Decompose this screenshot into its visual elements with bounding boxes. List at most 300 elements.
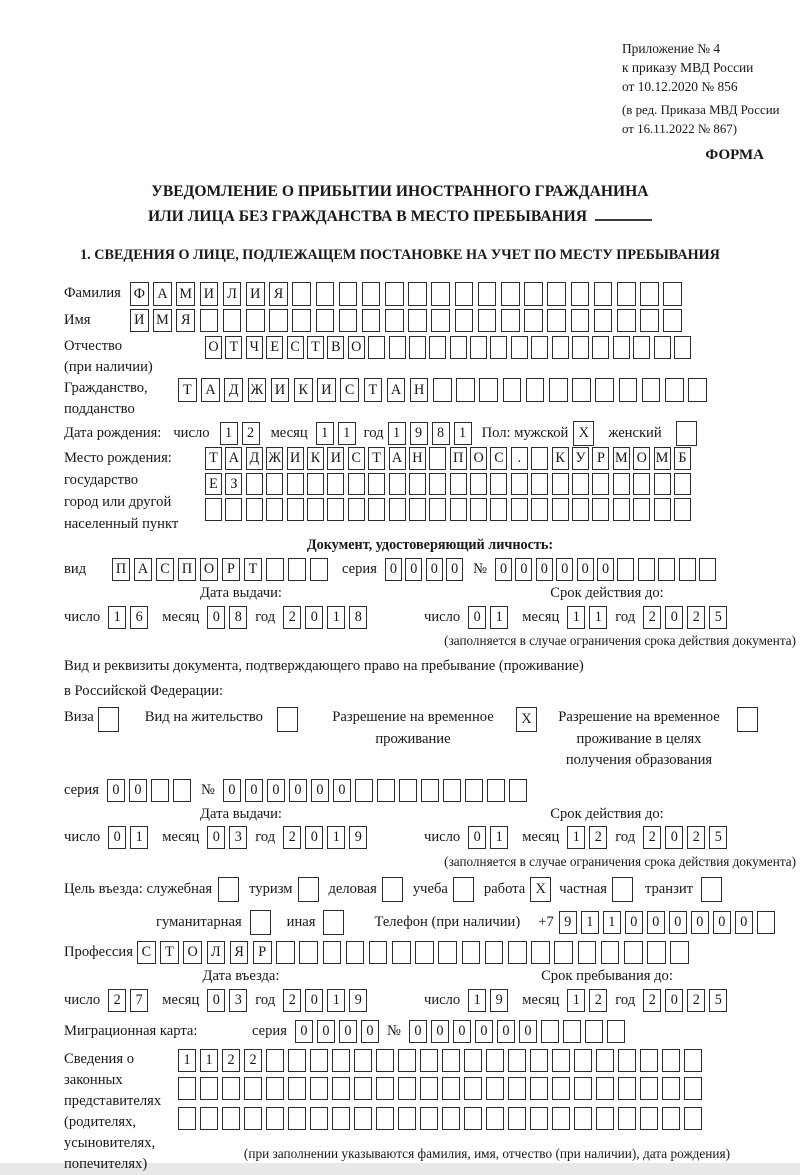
char-cell[interactable] (421, 779, 439, 802)
char-cell[interactable] (578, 941, 597, 965)
char-cell[interactable] (511, 336, 528, 359)
char-cell[interactable] (269, 309, 288, 333)
char-cell[interactable]: 2 (643, 606, 661, 629)
char-cell[interactable] (490, 498, 507, 521)
char-cell[interactable]: И (246, 282, 265, 306)
char-cell[interactable]: 1 (200, 1049, 218, 1072)
char-cell[interactable]: 5 (709, 826, 727, 849)
char-cell[interactable] (348, 498, 365, 521)
char-cell[interactable] (450, 336, 467, 359)
char-cell[interactable] (490, 473, 507, 496)
char-cell[interactable] (613, 473, 630, 496)
char-cell[interactable]: 2 (283, 826, 301, 849)
char-cell[interactable]: 3 (229, 989, 247, 1012)
char-cell[interactable] (530, 1077, 548, 1100)
char-cell[interactable]: Л (223, 282, 242, 306)
char-cell[interactable] (572, 473, 589, 496)
char-cell[interactable]: Т (178, 378, 197, 402)
char-cell[interactable] (346, 941, 365, 965)
char-cell[interactable] (654, 336, 671, 359)
char-cell[interactable] (299, 941, 318, 965)
char-cell[interactable]: С (348, 447, 365, 470)
char-cell[interactable] (658, 558, 675, 581)
char-cell[interactable] (552, 473, 569, 496)
char-cell[interactable]: 1 (603, 911, 621, 934)
char-cell[interactable] (409, 473, 426, 496)
char-cell[interactable]: 1 (178, 1049, 196, 1072)
char-cell[interactable] (310, 1077, 328, 1100)
char-cell[interactable]: Т (225, 336, 242, 359)
char-cell[interactable] (354, 1107, 372, 1130)
char-cell[interactable]: 0 (339, 1020, 357, 1043)
char-cell[interactable]: 0 (207, 606, 225, 629)
char-cell[interactable] (633, 498, 650, 521)
char-cell[interactable] (332, 1049, 350, 1072)
purpose-private-checkbox[interactable] (612, 877, 633, 902)
char-cell[interactable]: Н (410, 378, 429, 402)
char-cell[interactable]: 2 (687, 989, 705, 1012)
char-cell[interactable]: Б (674, 447, 691, 470)
char-cell[interactable] (339, 309, 358, 333)
char-cell[interactable] (511, 498, 528, 521)
char-cell[interactable] (594, 282, 613, 306)
char-cell[interactable]: 0 (311, 779, 329, 802)
char-cell[interactable]: С (137, 941, 156, 965)
char-cell[interactable] (571, 309, 590, 333)
char-cell[interactable]: 2 (643, 826, 661, 849)
char-cell[interactable]: 2 (283, 989, 301, 1012)
char-cell[interactable]: 0 (446, 558, 463, 581)
char-cell[interactable]: Я (230, 941, 249, 965)
char-cell[interactable] (503, 378, 522, 402)
char-cell[interactable] (508, 1049, 526, 1072)
char-cell[interactable] (757, 911, 775, 934)
char-cell[interactable]: 8 (349, 606, 367, 629)
char-cell[interactable]: О (348, 336, 365, 359)
char-cell[interactable]: П (450, 447, 467, 470)
char-cell[interactable] (266, 1077, 284, 1100)
visa-checkbox[interactable] (98, 707, 119, 732)
char-cell[interactable] (385, 309, 404, 333)
char-cell[interactable]: И (287, 447, 304, 470)
char-cell[interactable]: 0 (536, 558, 553, 581)
char-cell[interactable] (327, 498, 344, 521)
char-cell[interactable]: А (153, 282, 172, 306)
char-cell[interactable] (399, 779, 417, 802)
char-cell[interactable]: С (287, 336, 304, 359)
char-cell[interactable]: Р (222, 558, 240, 581)
char-cell[interactable] (266, 498, 283, 521)
char-cell[interactable]: О (470, 447, 487, 470)
char-cell[interactable]: 1 (338, 422, 356, 445)
purpose-study-checkbox[interactable] (453, 877, 474, 902)
char-cell[interactable]: А (387, 378, 406, 402)
char-cell[interactable] (684, 1107, 702, 1130)
char-cell[interactable] (508, 1077, 526, 1100)
char-cell[interactable]: М (613, 447, 630, 470)
char-cell[interactable]: А (225, 447, 242, 470)
purpose-business-checkbox[interactable] (382, 877, 403, 902)
char-cell[interactable] (200, 1077, 218, 1100)
char-cell[interactable]: К (552, 447, 569, 470)
char-cell[interactable] (486, 1077, 504, 1100)
char-cell[interactable] (654, 473, 671, 496)
char-cell[interactable]: 0 (515, 558, 532, 581)
char-cell[interactable]: У (572, 447, 589, 470)
char-cell[interactable] (662, 1107, 680, 1130)
char-cell[interactable]: И (200, 282, 219, 306)
char-cell[interactable] (392, 941, 411, 965)
char-cell[interactable]: 1 (567, 826, 585, 849)
char-cell[interactable] (547, 309, 566, 333)
char-cell[interactable] (398, 1107, 416, 1130)
char-cell[interactable] (592, 336, 609, 359)
char-cell[interactable]: 0 (475, 1020, 493, 1043)
char-cell[interactable] (369, 941, 388, 965)
char-cell[interactable] (368, 473, 385, 496)
char-cell[interactable] (464, 1049, 482, 1072)
char-cell[interactable] (531, 336, 548, 359)
char-cell[interactable] (674, 336, 691, 359)
char-cell[interactable] (574, 1049, 592, 1072)
char-cell[interactable]: Т (307, 336, 324, 359)
sex-male-checkbox[interactable]: X (573, 421, 594, 446)
char-cell[interactable]: 9 (349, 826, 367, 849)
char-cell[interactable] (618, 1049, 636, 1072)
char-cell[interactable] (389, 336, 406, 359)
char-cell[interactable]: П (178, 558, 196, 581)
char-cell[interactable] (151, 779, 169, 802)
char-cell[interactable]: 0 (129, 779, 147, 802)
char-cell[interactable] (389, 473, 406, 496)
char-cell[interactable] (276, 941, 295, 965)
char-cell[interactable] (456, 378, 475, 402)
char-cell[interactable]: 9 (349, 989, 367, 1012)
char-cell[interactable] (368, 336, 385, 359)
char-cell[interactable]: 9 (490, 989, 508, 1012)
char-cell[interactable] (310, 1107, 328, 1130)
char-cell[interactable] (563, 1020, 581, 1043)
char-cell[interactable]: И (271, 378, 290, 402)
char-cell[interactable]: 0 (497, 1020, 515, 1043)
char-cell[interactable]: Т (364, 378, 383, 402)
char-cell[interactable]: И (317, 378, 336, 402)
char-cell[interactable] (613, 498, 630, 521)
char-cell[interactable] (572, 498, 589, 521)
char-cell[interactable] (307, 473, 324, 496)
char-cell[interactable] (310, 558, 328, 581)
sex-female-checkbox[interactable] (676, 421, 697, 446)
char-cell[interactable] (624, 941, 643, 965)
char-cell[interactable] (572, 378, 591, 402)
char-cell[interactable] (592, 473, 609, 496)
char-cell[interactable] (574, 1107, 592, 1130)
char-cell[interactable] (323, 941, 342, 965)
char-cell[interactable] (478, 282, 497, 306)
char-cell[interactable]: 0 (556, 558, 573, 581)
char-cell[interactable]: О (205, 336, 222, 359)
char-cell[interactable]: 9 (410, 422, 428, 445)
char-cell[interactable]: 0 (426, 558, 443, 581)
char-cell[interactable] (531, 498, 548, 521)
char-cell[interactable] (429, 498, 446, 521)
char-cell[interactable]: 2 (283, 606, 301, 629)
char-cell[interactable] (464, 1107, 482, 1130)
char-cell[interactable] (455, 282, 474, 306)
char-cell[interactable] (420, 1049, 438, 1072)
char-cell[interactable] (225, 498, 242, 521)
char-cell[interactable] (640, 1107, 658, 1130)
char-cell[interactable]: Я (176, 309, 195, 333)
char-cell[interactable]: И (327, 447, 344, 470)
char-cell[interactable] (592, 498, 609, 521)
char-cell[interactable]: 0 (735, 911, 753, 934)
char-cell[interactable]: 0 (385, 558, 402, 581)
char-cell[interactable]: 5 (709, 989, 727, 1012)
char-cell[interactable]: 0 (405, 558, 422, 581)
char-cell[interactable] (530, 1107, 548, 1130)
char-cell[interactable]: 0 (108, 826, 126, 849)
char-cell[interactable] (684, 1049, 702, 1072)
char-cell[interactable] (640, 309, 659, 333)
char-cell[interactable]: 2 (643, 989, 661, 1012)
char-cell[interactable] (541, 1020, 559, 1043)
char-cell[interactable]: 2 (687, 606, 705, 629)
char-cell[interactable] (462, 941, 481, 965)
char-cell[interactable] (601, 941, 620, 965)
char-cell[interactable] (531, 473, 548, 496)
char-cell[interactable] (354, 1049, 372, 1072)
char-cell[interactable]: 0 (295, 1020, 313, 1043)
char-cell[interactable]: 0 (665, 606, 683, 629)
char-cell[interactable] (662, 1049, 680, 1072)
char-cell[interactable] (665, 378, 684, 402)
char-cell[interactable] (501, 282, 520, 306)
char-cell[interactable]: Р (253, 941, 272, 965)
char-cell[interactable] (316, 282, 335, 306)
char-cell[interactable] (509, 779, 527, 802)
char-cell[interactable] (478, 309, 497, 333)
char-cell[interactable] (526, 378, 545, 402)
char-cell[interactable] (486, 1049, 504, 1072)
char-cell[interactable] (398, 1077, 416, 1100)
char-cell[interactable]: 1 (327, 826, 345, 849)
char-cell[interactable] (348, 473, 365, 496)
char-cell[interactable] (607, 1020, 625, 1043)
char-cell[interactable]: 1 (490, 826, 508, 849)
char-cell[interactable]: 1 (130, 826, 148, 849)
char-cell[interactable]: 8 (229, 606, 247, 629)
char-cell[interactable] (633, 336, 650, 359)
char-cell[interactable] (595, 378, 614, 402)
char-cell[interactable] (288, 1107, 306, 1130)
char-cell[interactable] (200, 1107, 218, 1130)
char-cell[interactable] (465, 779, 483, 802)
char-cell[interactable]: Ф (130, 282, 149, 306)
char-cell[interactable] (376, 1077, 394, 1100)
char-cell[interactable]: Ж (248, 378, 267, 402)
char-cell[interactable] (173, 779, 191, 802)
char-cell[interactable] (429, 336, 446, 359)
char-cell[interactable]: И (130, 309, 149, 333)
char-cell[interactable] (266, 558, 284, 581)
char-cell[interactable]: 1 (589, 606, 607, 629)
char-cell[interactable] (674, 473, 691, 496)
char-cell[interactable] (339, 282, 358, 306)
char-cell[interactable] (485, 941, 504, 965)
char-cell[interactable]: 0 (245, 779, 263, 802)
char-cell[interactable] (408, 309, 427, 333)
char-cell[interactable]: 2 (589, 989, 607, 1012)
char-cell[interactable]: 0 (207, 826, 225, 849)
char-cell[interactable] (531, 447, 548, 470)
char-cell[interactable]: 0 (305, 989, 323, 1012)
char-cell[interactable]: 0 (669, 911, 687, 934)
char-cell[interactable]: Ч (246, 336, 263, 359)
char-cell[interactable] (530, 1049, 548, 1072)
char-cell[interactable] (508, 941, 527, 965)
char-cell[interactable]: 0 (468, 826, 486, 849)
char-cell[interactable] (663, 309, 682, 333)
residence-permit-checkbox[interactable] (277, 707, 298, 732)
char-cell[interactable]: К (294, 378, 313, 402)
char-cell[interactable]: 0 (361, 1020, 379, 1043)
char-cell[interactable] (377, 779, 395, 802)
char-cell[interactable]: 0 (495, 558, 512, 581)
char-cell[interactable] (223, 309, 242, 333)
char-cell[interactable]: 2 (589, 826, 607, 849)
char-cell[interactable] (531, 941, 550, 965)
char-cell[interactable]: 0 (431, 1020, 449, 1043)
char-cell[interactable]: Я (269, 282, 288, 306)
char-cell[interactable] (654, 498, 671, 521)
char-cell[interactable] (618, 1077, 636, 1100)
char-cell[interactable] (594, 309, 613, 333)
char-cell[interactable] (200, 309, 219, 333)
char-cell[interactable]: Т (160, 941, 179, 965)
char-cell[interactable]: 0 (647, 911, 665, 934)
char-cell[interactable]: 0 (333, 779, 351, 802)
char-cell[interactable]: О (633, 447, 650, 470)
char-cell[interactable]: 9 (559, 911, 577, 934)
char-cell[interactable]: К (307, 447, 324, 470)
char-cell[interactable] (647, 941, 666, 965)
char-cell[interactable] (613, 336, 630, 359)
char-cell[interactable]: М (153, 309, 172, 333)
char-cell[interactable] (640, 282, 659, 306)
char-cell[interactable]: 1 (327, 989, 345, 1012)
char-cell[interactable]: 1 (567, 606, 585, 629)
char-cell[interactable] (178, 1107, 196, 1130)
char-cell[interactable] (429, 473, 446, 496)
char-cell[interactable] (640, 1077, 658, 1100)
char-cell[interactable]: 0 (468, 606, 486, 629)
char-cell[interactable] (327, 473, 344, 496)
char-cell[interactable] (450, 473, 467, 496)
char-cell[interactable] (618, 1107, 636, 1130)
char-cell[interactable] (552, 1049, 570, 1072)
char-cell[interactable]: Р (592, 447, 609, 470)
char-cell[interactable] (205, 498, 222, 521)
char-cell[interactable] (362, 309, 381, 333)
char-cell[interactable]: Е (205, 473, 222, 496)
char-cell[interactable] (617, 558, 634, 581)
char-cell[interactable] (376, 1049, 394, 1072)
char-cell[interactable]: . (511, 447, 528, 470)
char-cell[interactable] (638, 558, 655, 581)
char-cell[interactable] (464, 1077, 482, 1100)
temp-permit-checkbox[interactable]: X (516, 707, 537, 732)
char-cell[interactable]: 0 (597, 558, 614, 581)
char-cell[interactable] (549, 378, 568, 402)
char-cell[interactable] (490, 336, 507, 359)
char-cell[interactable] (552, 1107, 570, 1130)
char-cell[interactable]: М (654, 447, 671, 470)
char-cell[interactable] (332, 1107, 350, 1130)
char-cell[interactable] (617, 282, 636, 306)
char-cell[interactable]: В (327, 336, 344, 359)
char-cell[interactable] (443, 779, 461, 802)
char-cell[interactable]: Д (224, 378, 243, 402)
char-cell[interactable] (307, 498, 324, 521)
char-cell[interactable] (408, 282, 427, 306)
char-cell[interactable] (246, 309, 265, 333)
char-cell[interactable] (222, 1107, 240, 1130)
char-cell[interactable] (684, 1077, 702, 1100)
char-cell[interactable]: Н (409, 447, 426, 470)
char-cell[interactable] (420, 1077, 438, 1100)
char-cell[interactable] (316, 309, 335, 333)
char-cell[interactable] (642, 378, 661, 402)
char-cell[interactable]: С (156, 558, 174, 581)
char-cell[interactable]: 1 (108, 606, 126, 629)
char-cell[interactable]: 0 (577, 558, 594, 581)
char-cell[interactable] (688, 378, 707, 402)
char-cell[interactable] (362, 282, 381, 306)
char-cell[interactable] (431, 282, 450, 306)
char-cell[interactable] (479, 378, 498, 402)
char-cell[interactable] (385, 282, 404, 306)
char-cell[interactable] (470, 498, 487, 521)
char-cell[interactable] (244, 1077, 262, 1100)
char-cell[interactable]: 0 (267, 779, 285, 802)
char-cell[interactable] (571, 282, 590, 306)
char-cell[interactable]: 2 (222, 1049, 240, 1072)
char-cell[interactable]: С (340, 378, 359, 402)
char-cell[interactable]: 2 (687, 826, 705, 849)
char-cell[interactable] (501, 309, 520, 333)
char-cell[interactable]: 1 (220, 422, 238, 445)
char-cell[interactable]: 0 (519, 1020, 537, 1043)
char-cell[interactable]: 1 (581, 911, 599, 934)
char-cell[interactable]: 0 (207, 989, 225, 1012)
char-cell[interactable] (244, 1107, 262, 1130)
char-cell[interactable]: Ж (266, 447, 283, 470)
char-cell[interactable] (310, 1049, 328, 1072)
char-cell[interactable]: 0 (691, 911, 709, 934)
char-cell[interactable] (674, 498, 691, 521)
char-cell[interactable] (266, 473, 283, 496)
char-cell[interactable]: Т (368, 447, 385, 470)
char-cell[interactable] (547, 282, 566, 306)
char-cell[interactable] (619, 378, 638, 402)
char-cell[interactable]: Т (244, 558, 262, 581)
char-cell[interactable] (633, 473, 650, 496)
char-cell[interactable]: 1 (454, 422, 472, 445)
char-cell[interactable] (368, 498, 385, 521)
char-cell[interactable]: Е (266, 336, 283, 359)
char-cell[interactable]: 0 (409, 1020, 427, 1043)
